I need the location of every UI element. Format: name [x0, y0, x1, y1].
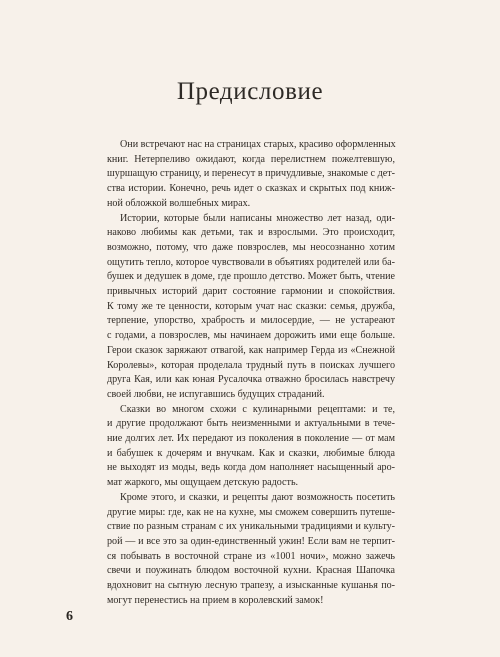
- text-line: Они встречают нас на страницах старых, красиво оформленных: [120, 139, 396, 150]
- text-line: ние долгих лет. Их передают из поколения в поколение — от мам: [107, 433, 395, 445]
- text-line: привычных историй дарит состояние гармонии и спокойствия.: [107, 286, 395, 298]
- text-line: Королевы», которая проделала трудный путь в поисках лучшего: [107, 359, 395, 371]
- text-line: не выходят из моды, ведь когда дом наполняет насыщенный аро-: [107, 462, 395, 474]
- text-line: и бабушек к дочерям и внучкам. Как и сказки, любимые блюда: [107, 447, 395, 459]
- text-line: своей любви, не испугавшись будущих страданий.: [107, 388, 325, 400]
- text-line: шуршащую страницу, и перенесут в причудливые, знакомые с дет-: [107, 168, 395, 180]
- text-line: с годами, а повзрослев, мы начинаем дорожить ими еще больше.: [107, 330, 395, 342]
- text-line: ощутить тепло, которое чувствовали в объятиях родителей или ба-: [107, 256, 395, 268]
- text-line: Истории, которые были написаны множество лет назад, оди-: [120, 212, 395, 224]
- text-line: ствие по разным странам с их уникальными традициями и культу-: [107, 521, 395, 533]
- text-line: мат жаркого, мы ощущаем детскую радость.: [107, 477, 299, 489]
- text-line: и другие продолжают быть неизменными и актуальными в тече-: [107, 418, 395, 430]
- text-line: другие миры: где, как не на кухне, мы сможем совершить путеше-: [107, 506, 395, 518]
- text-line: К тому же те ценности, которым учат нас сказки: семья, дружба,: [107, 300, 395, 312]
- paragraph: [107, 491, 395, 609]
- text-line: могут перенестись на прием в королевский замок!: [107, 594, 324, 606]
- text-line: друга Кая, или как юная Русалочка отважно бросилась навстречу: [107, 374, 395, 386]
- text-line: книг. Нетерпеливо ожидают, когда перелистнем пожелтевшую,: [107, 153, 395, 165]
- text-line: терпение, упорство, храбрость и милосердие, — не устареают: [107, 315, 395, 327]
- body-text: [107, 138, 395, 609]
- text-line: Кроме этого, и сказки, и рецепты дают возможность посетить: [120, 491, 395, 503]
- text-line: ства истории. Конечно, речь идет о сказках и скрытых под книж-: [107, 183, 395, 195]
- text-line: рой — и все это за один-единственный ужин! Если вам не терпит-: [107, 535, 395, 547]
- paragraph: [107, 212, 395, 403]
- text-line: ся побывать в восточной стране из «1001 ночи», можно зажечь: [107, 550, 395, 562]
- paragraph: [107, 403, 395, 491]
- text-line: вдохновит на сытную лесную трапезу, а изысканные кушанья по-: [107, 580, 395, 592]
- page-number: 6: [66, 609, 73, 624]
- text-line: бушек и дедушек в доме, где прошло детство. Может быть, чтение: [107, 271, 395, 283]
- paragraph: [107, 138, 395, 212]
- text-line: возможно, потому, что даже повзрослев, мы неосознанно хотим: [107, 241, 395, 253]
- text-line: ной обложкой волшебных мирах.: [107, 197, 251, 209]
- text-line: наково любимы как детьми, так и взрослыми. Это происходит,: [107, 227, 395, 239]
- text-line: Сказки во многом схожи с кулинарными рецептами: и те,: [120, 403, 395, 415]
- text-line: Герои сказок заряжают отвагой, как например Герда из «Снежной: [107, 344, 395, 356]
- page-title: Предисловие: [176, 78, 324, 105]
- text-line: свечи и поужинать блюдом восточной кухни. Красная Шапочка: [107, 565, 395, 577]
